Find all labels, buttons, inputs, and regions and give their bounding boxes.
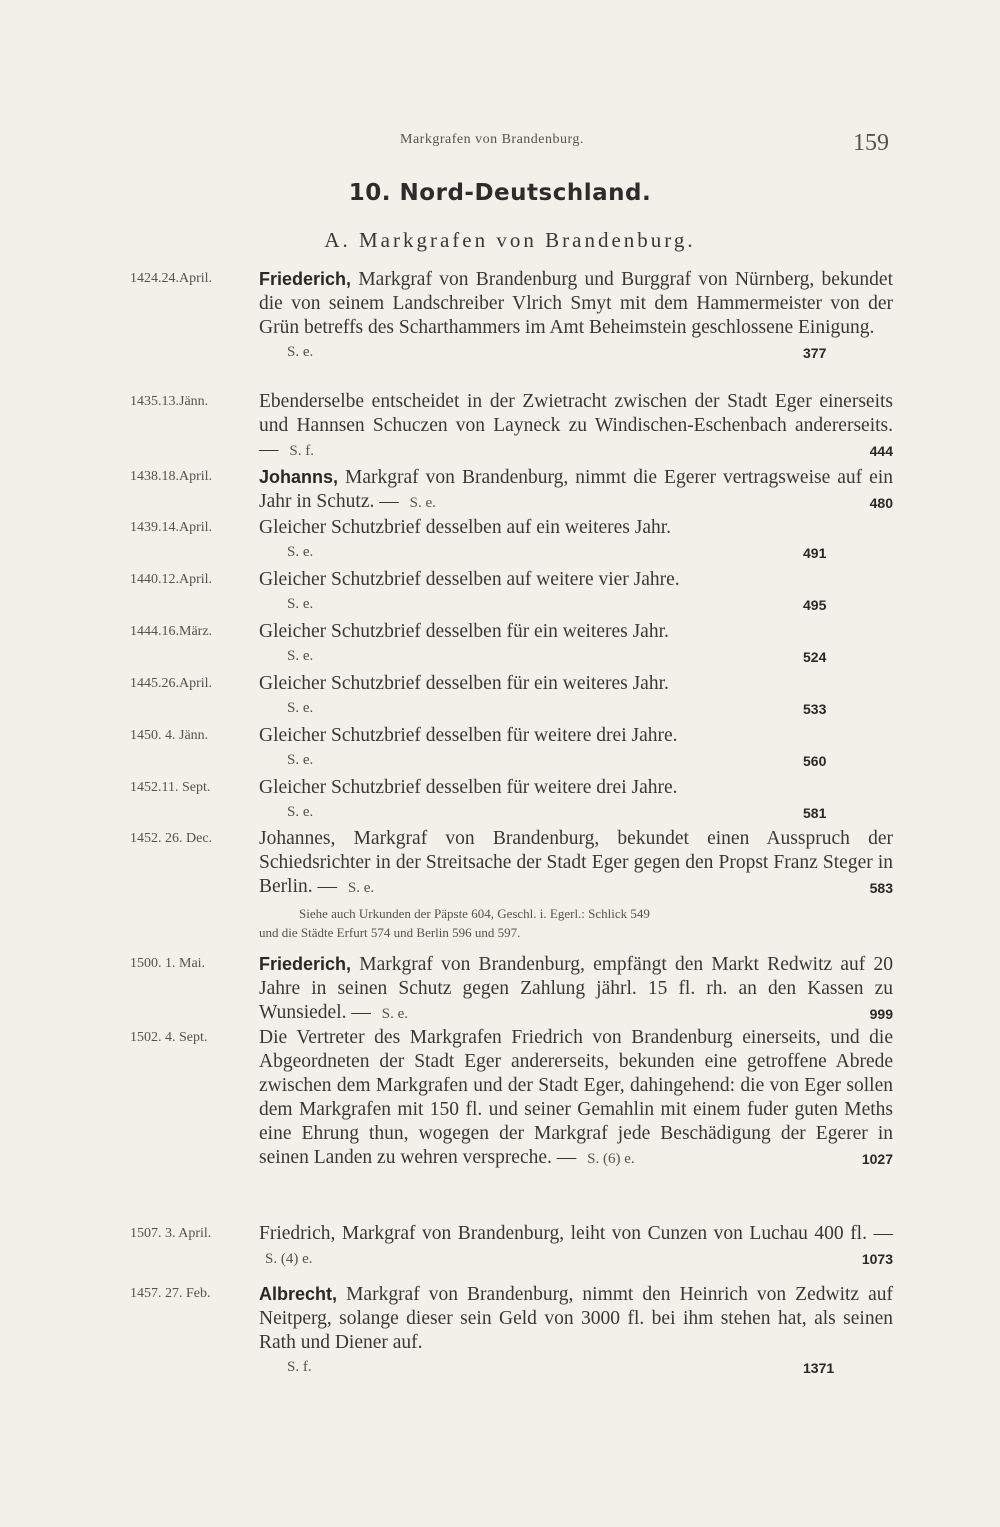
entry-signature-line bbox=[259, 644, 893, 669]
entry-text bbox=[259, 827, 893, 900]
entry-text bbox=[259, 390, 893, 463]
entry-signature-line bbox=[259, 540, 893, 565]
chapter-title: 10. Nord-Deutschland. bbox=[348, 180, 652, 206]
entry-name: Johanns, bbox=[259, 467, 339, 487]
entry-signature-line bbox=[259, 592, 893, 617]
entry-date: 1444.16.März. bbox=[130, 624, 213, 639]
entry-number: 999 bbox=[869, 1006, 893, 1022]
entry-body: Gleicher Schutzbrief desselben auf ein weiteres Jahr. bbox=[259, 517, 672, 538]
entry-text bbox=[259, 620, 893, 669]
entry-body: Die Vertreter des Markgrafen Friedrich von Brandenburg einerseits, und die Abgeordneten der Stadt Eger andererseits, bekunden eine getroffene Abrede zwischen dem Markgrafen und der Stadt Eger, dahingehend: die von Eger sollen dem Markgrafen mit 150 fl. und seiner Gemahlin mit einem fuder guten Meths eine Ehrung thun, wogegen der Markgraf jede Beschädigung der Egerer in seinen Landen zu wehren verspreche. — bbox=[259, 1027, 893, 1168]
entry-number: 1027 bbox=[861, 1151, 893, 1167]
entry-date: 1438.18.April. bbox=[130, 469, 213, 484]
entry-text bbox=[259, 1026, 893, 1171]
entry-source: S. e. bbox=[287, 544, 314, 560]
entry-text bbox=[259, 516, 893, 565]
entry-body: Ebenderselbe entscheidet in der Zwietracht zwischen der Stadt Eger einerseits und Hannsen Schuczen von Layneck zu Windischen-Eschenbach andererseits. — bbox=[259, 391, 893, 460]
entry-source: S. e. bbox=[287, 596, 314, 612]
entry-date: 1440.12.April. bbox=[130, 572, 213, 587]
entry-signature-line bbox=[259, 1355, 893, 1380]
entry-text bbox=[259, 776, 893, 825]
entry-body: Gleicher Schutzbrief desselben für ein weiteres Jahr. bbox=[259, 621, 669, 642]
entry-text bbox=[259, 952, 893, 1026]
entry-source: S. e. bbox=[381, 1006, 408, 1022]
cross-reference-note bbox=[259, 904, 893, 942]
note-line: Siehe auch Urkunden der Päpste 604, Geschl. i. Egerl.: Schlick 549 bbox=[299, 906, 650, 921]
entry-body: Markgraf von Brandenburg, empfängt den Markt Redwitz auf 20 Jahre in seinen Schutz gegen Zahlung jährl. 15 fl. rh. an den Kassen zu Wunsiedel. — bbox=[259, 954, 893, 1023]
entry-signature-line bbox=[259, 800, 893, 825]
entry-name: Friederich, bbox=[259, 954, 352, 974]
entry-number: 495 bbox=[803, 597, 827, 613]
entry-name: Albrecht, bbox=[259, 1284, 338, 1304]
entry-source: S. (6) e. bbox=[587, 1151, 635, 1167]
entry-body: Gleicher Schutzbrief desselben auf weitere vier Jahre. bbox=[259, 569, 680, 590]
entry-body: Markgraf von Brandenburg, nimmt die Egerer vertragsweise auf ein Jahr in Schutz. — bbox=[259, 467, 893, 512]
entry-source: S. e. bbox=[287, 648, 314, 664]
entry-date: 1502. 4. Sept. bbox=[130, 1030, 208, 1045]
entry-text bbox=[259, 672, 893, 721]
entry-body: Gleicher Schutzbrief desselben für weitere drei Jahre. bbox=[259, 777, 678, 798]
entry-number: 581 bbox=[803, 805, 827, 821]
entry-number: 524 bbox=[803, 649, 827, 665]
entry-signature-line bbox=[259, 748, 893, 773]
entry-text bbox=[259, 267, 893, 365]
entry-name: Friederich, bbox=[259, 269, 352, 289]
entry-number: 583 bbox=[869, 880, 893, 896]
entry-number: 560 bbox=[803, 753, 827, 769]
entry-source: S. (4) e. bbox=[265, 1251, 313, 1267]
entry-date: 1424.24.April. bbox=[130, 271, 213, 286]
entry-number: 533 bbox=[803, 701, 827, 717]
entry-text bbox=[259, 465, 893, 515]
entry-date: 1452. 26. Dec. bbox=[130, 831, 213, 846]
entry-signature-line bbox=[259, 696, 893, 721]
entry-body: Markgraf von Brandenburg und Burggraf von Nürnberg, bekundet die von seinem Landschreiber Vlrich Smyt mit dem Hammermeister von der Grün betreffs des Scharthammers im Amt Beheimstein geschlossene Einigung. bbox=[259, 269, 893, 338]
entry-signature-line bbox=[259, 340, 893, 365]
page-number: 159 bbox=[853, 130, 889, 156]
entry-number: 480 bbox=[869, 495, 893, 511]
entry-body: Friedrich, Markgraf von Brandenburg, leiht von Cunzen von Luchau 400 fl. — bbox=[259, 1223, 893, 1244]
entry-source: S. e. bbox=[287, 752, 314, 768]
entry-body: Gleicher Schutzbrief desselben für ein weiteres Jahr. bbox=[259, 673, 669, 694]
entry-date: 1507. 3. April. bbox=[130, 1226, 212, 1241]
entry-number: 491 bbox=[803, 545, 827, 561]
entry-source: S. f. bbox=[289, 443, 314, 459]
entry-text bbox=[259, 724, 893, 773]
entry-body: Markgraf von Brandenburg, nimmt den Heinrich von Zedwitz auf Neitperg, solange dieser sein Geld von 3000 fl. bei ihm stehen hat, als seinen Rath und Diener auf. bbox=[259, 1284, 894, 1353]
entry-date: 1439.14.April. bbox=[130, 520, 213, 535]
entry-number: 1371 bbox=[803, 1360, 835, 1376]
entry-text bbox=[259, 1282, 893, 1380]
entry-source: S. f. bbox=[287, 1359, 312, 1375]
entry-number: 1073 bbox=[861, 1251, 893, 1267]
entry-source: S. e. bbox=[409, 495, 436, 511]
entry-body: Johannes, Markgraf von Brandenburg, bekundet einen Ausspruch der Schiedsrichter in der Streitsache der Stadt Eger gegen den Propst Franz Steger in Berlin. — bbox=[259, 828, 893, 897]
entry-date: 1450. 4. Jänn. bbox=[130, 728, 209, 743]
entry-source: S. e. bbox=[287, 344, 314, 360]
entry-date: 1500. 1. Mai. bbox=[130, 956, 206, 971]
entry-source: S. e. bbox=[347, 880, 375, 896]
entry-body: Gleicher Schutzbrief desselben für weitere drei Jahre. bbox=[259, 725, 678, 746]
entry-number: 444 bbox=[869, 443, 893, 459]
entry-text bbox=[259, 568, 893, 617]
section-title: A. Markgrafen von Brandenburg. bbox=[324, 228, 696, 252]
entry-text bbox=[259, 1222, 893, 1271]
entry-date: 1445.26.April. bbox=[130, 676, 213, 691]
entry-number: 377 bbox=[803, 345, 827, 361]
entry-date: 1435.13.Jänn. bbox=[130, 394, 209, 409]
note-line: und die Städte Erfurt 574 und Berlin 596 und 597. bbox=[259, 925, 521, 940]
entry-source: S. e. bbox=[287, 700, 314, 716]
running-head: Markgrafen von Brandenburg. bbox=[400, 132, 584, 147]
entry-date: 1457. 27. Feb. bbox=[130, 1286, 211, 1301]
entry-source: S. e. bbox=[287, 804, 314, 820]
entry-date: 1452.11. Sept. bbox=[130, 780, 211, 795]
